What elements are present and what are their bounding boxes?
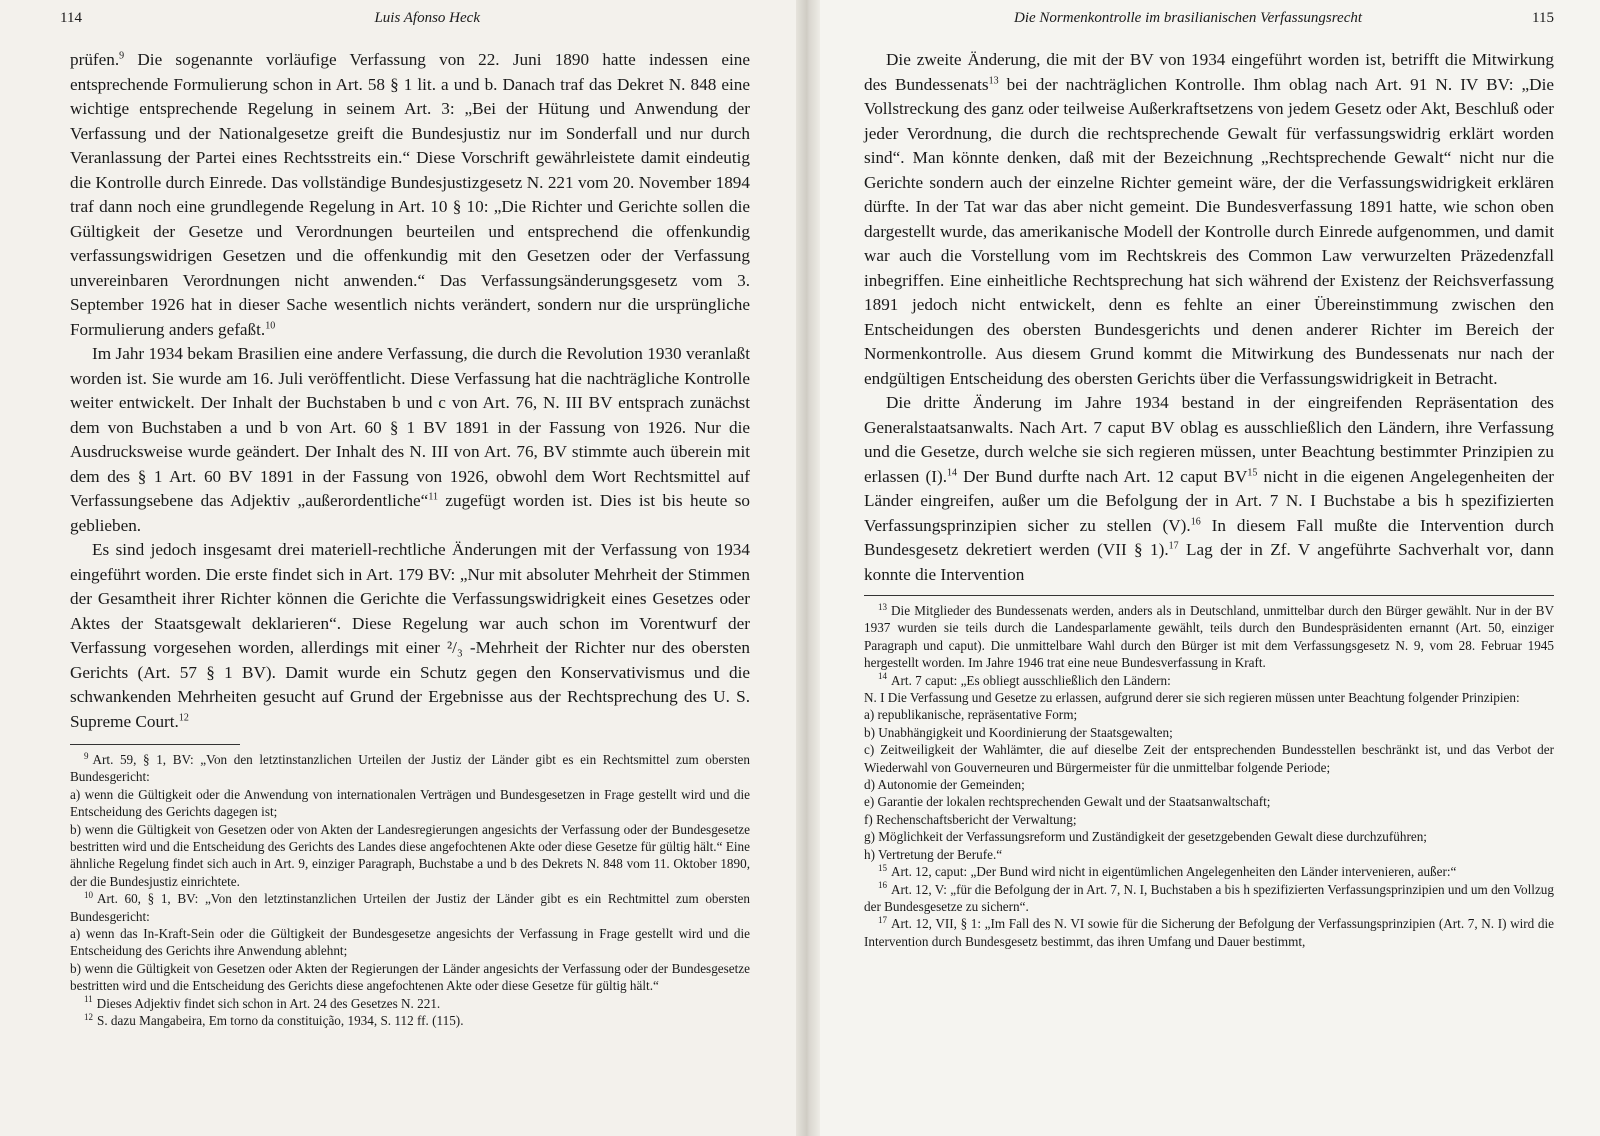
footnote-text: c) Zeitweiligkeit der Wahlämter, die auf dieselbe Zeit der entsprechenden Bundesstellen beschränkt ist, und das Verbot der Wiederwahl von Gouverneuren und Bürgermeister für die unmittelbar folgende Periode; [864, 742, 1554, 775]
footnote-number: 15 [878, 862, 887, 873]
text-run: Die zweite Änderung, die mit der BV von 1934 eingeführt worden ist, betrifft die Mitwirkung des Bundessenats [864, 50, 1554, 94]
running-head [60, 10, 750, 40]
footnote-text: h) Vertretung der Berufe.“ [864, 846, 1003, 862]
book-gutter [796, 0, 820, 1136]
footnote-text: N. I Die Verfassung und Gesetze zu erlassen, aufgrund derer sie sich regieren müssen unter Beachtung folgender Prinzipien: [864, 690, 1520, 706]
footnote [70, 890, 750, 925]
footnote-number: 14 [878, 671, 887, 682]
paragraph [864, 391, 1554, 587]
footnote [864, 724, 1554, 741]
footnote [864, 793, 1554, 810]
footnote-text: Art. 59, § 1, BV: „Von den letztinstanzlichen Urteilen der Justiz der Länder gibt es ein Rechtsmittel zum obersten Bundesgericht: [70, 752, 750, 785]
footnote-number: 12 [84, 1011, 93, 1022]
footnote [864, 828, 1554, 845]
footnote [864, 689, 1554, 706]
text-run: prüfen. [70, 50, 120, 69]
footnote-text: Art. 60, § 1, BV: „Von den letztinstanzlichen Urteilen der Justiz der Länder gibt es ein Rechtmittel zum obersten Bundesgericht: [70, 891, 750, 924]
footnote-text: Art. 12, caput: „Der Bund wird nicht in eigentümlichen Angelegenheiten den Länder intervenieren, außer:“ [891, 864, 1457, 880]
footnote [70, 960, 750, 995]
footnote-ref: 12 [178, 711, 189, 723]
page-number: 114 [60, 10, 82, 26]
footnote-ref: 14 [947, 466, 957, 478]
footnote-number: 11 [84, 994, 93, 1005]
footnote [70, 821, 750, 891]
body-text [864, 48, 1554, 587]
paragraph [864, 48, 1554, 391]
text-run: Der Bund durfte nach Art. 12 caput BV [957, 466, 1248, 486]
footnote-ref: 17 [1168, 540, 1179, 552]
right-page [800, 0, 1600, 1136]
footnote-ref: 15 [1247, 466, 1258, 478]
text-run: Im Jahr 1934 bekam Brasilien eine andere Verfassung, die durch die Revolution 1930 veranlaßt worden ist. Sie wurde am 16. Juli veröffentlicht. Diese Verfassung hat die nachträgliche Kontrolle weiter entwickelt. Der Inhalt der Buchstaben b und c von Art. 76, N. III BV entsprach zunächst dem von Buchstaben a und b von Art. 60 § 1 BV 1891 in der Fassung von 1926. Nur die Ausdrucksweise wurde geändert. Der Inhalt des N. III von Art. 76, BV stimmte auch überein mit dem des § 1 Art. 60 BV 1891 in der Fassung von 1926, obwohl dem Wort Rechtsmittel auf Verfassungsebene das Adjektiv „außerordentliche“ [70, 344, 750, 510]
footnote [70, 751, 750, 786]
footnote-ref: 16 [1190, 515, 1201, 527]
footnote-text: S. dazu Mangabeira, Em torno da constituição, 1934, S. 112 ff. (115). [97, 1013, 464, 1029]
text-run: In diesem Fall mußte die Intervention durch Bundesgesetz dekretiert werden (VII § 1). [864, 515, 1554, 559]
footnote [864, 846, 1554, 863]
footnote-text: g) Möglichkeit der Verfassungsreform und Zuständigkeit der gesetzgebenden Gewalt diese durchzuführen; [864, 829, 1427, 845]
footnote [864, 672, 1554, 689]
footnote [864, 915, 1554, 950]
text-run: Es sind jedoch insgesamt drei materiell-rechtliche Änderungen mit der Verfassung von 1934 eingeführt worden. Die erste findet sich in Art. 179 BV: „Nur mit absoluter Mehrheit der Stimmen der Gesamtheit ihrer Richter können die Gerichte die Verfassungswidrigkeit eines Gesetzes oder Aktes der Staatsgewalt deklarieren“. Diese Regelung war auch schon im Vorentwurf der Verfassung vorgesehen worden, allerdings mit einer ²/₃ -Mehrheit der Richter nur des obersten Gerichts (Art. 57 § 1 BV). Damit wurde ein Schutz gegen den Konservativismus und die schwankenden Mehrheiten gesucht auf Grund der Ergebnisse aus der Rechtsprechung des U. S. Supreme Court. [70, 540, 750, 731]
footnote-number: 9 [84, 750, 89, 761]
running-head-author: Luis Afonso Heck [374, 10, 480, 26]
footnotes [70, 751, 750, 1030]
footnote-number: 17 [878, 914, 887, 925]
footnote [864, 863, 1554, 880]
footnote [864, 741, 1554, 776]
footnote-ref: 10 [265, 319, 276, 331]
footnote-number: 10 [84, 889, 93, 900]
footnote-text: e) Garantie der lokalen rechtsprechenden Gewalt und der Staatsanwaltschaft; [864, 794, 1271, 810]
page-number: 115 [1532, 10, 1554, 26]
footnote-text: d) Autonomie der Gemeinden; [864, 777, 1025, 793]
footnote [864, 881, 1554, 916]
footnote [70, 995, 750, 1012]
footnote [70, 1012, 750, 1029]
footnote [864, 602, 1554, 672]
paragraph [70, 342, 750, 538]
footnote [70, 925, 750, 960]
text-run: bei der nachträglichen Kontrolle. Ihm oblag nach Art. 91 N. IV BV: „Die Vollstreckung des ganz oder teilweise Außerkraftsetzens von jedem Gesetz oder Akt, Beschluß oder jeder Verordnung, die durch die rechtsprechende Gewalt für verfassungswidrig erklärt worden sind“. Man könnte denken, daß mit der Bezeichnung „Rechtsprechende Gewalt“ nicht nur die Gerichte sondern auch der einzelne Richter gemeint wäre, der die Verfassungswidrigkeit erklären dürfte. In der Tat war das aber nicht gemeint. Die Bundesverfassung 1891 hatte, wie schon oben dargestellt wurde, das amerikanische Modell der Kontrolle durch Einrede aufgenommen, und damit war auch die Vorstellung vom im Rechtskreis des Common Law verwurzelten Präzedenzfall inbegriffen. Eine einheitliche Rechtsprechung hat sich während der Existenz der Reichsverfassung 1891 jedoch nicht entwickelt, denn es fehlte an einer Übereinstimmung zwischen den Entscheidungen des obersten Bundesgerichts und denen anderer Richter im Bereich der Normenkontrolle. Aus diesem Grund kommt die Mitwirkung des Bundessenats nur nach der endgültigen Entscheidung des obersten Gerichts über die Verfassungswidrigkeit in Betracht. [864, 74, 1554, 388]
footnote-text: a) wenn das In-Kraft-Sein oder die Gültigkeit der Bundesgesetze angesichts der Verfassung in Frage gestellt wird und die Entscheidung des Gerichts ihre Anwendung ablehnt; [70, 926, 750, 959]
footnote-text: Art. 7 caput: „Es obliegt ausschließlich den Ländern: [891, 672, 1171, 688]
footnote [864, 776, 1554, 793]
footnote [864, 811, 1554, 828]
footnote-text: a) wenn die Gültigkeit oder die Anwendung von internationalen Verträgen und Bundesgesetzen in Frage gestellt wird und die Entscheidung des Gerichts dagegen ist; [70, 786, 750, 820]
footnote-text: Dieses Adjektiv findet sich schon in Art. 24 des Gesetzes N. 221. [96, 995, 441, 1011]
text-run: nicht in die eigenen Angelegenheiten der Länder eingreifen, außer um die Befolgung der in Art. 7 N. I Buchstabe a bis h spezifizierten Verfassungsprinzipien sicher zu stellen (V). [864, 466, 1554, 535]
footnotes [864, 602, 1554, 950]
footnote-ref: 9 [119, 50, 125, 62]
footnote-text: b) wenn die Gültigkeit von Gesetzen oder von Akten der Landesregierungen angesichts der Verfassung oder der Bundesgesetze bestritten wird und die Entscheidung des Gerichts des Landes diese angefochtenen Akte oder diese Gesetze für gültig hält.“ Eine ähnliche Regelung findet sich auch in Art. 9, einziger Paragraph, Buchstabe a und b des Dekrets N. 848 vom 11. Oktober 1890, der die Bundesjustiz einrichtete. [70, 821, 750, 889]
footnote-text: Art. 12, VII, § 1: „Im Fall des N. VI sowie für die Sicherung der Befolgung der Verfassungsprinzipien (Art. 7, N. I) wird die Intervention durch Bundesgesetz bestimmt, das ihren Umfang und Dauer bestimmt, [864, 916, 1554, 949]
footnote-ref: 11 [428, 491, 438, 503]
footnote-rule [70, 744, 240, 745]
footnote-text: b) wenn die Gültigkeit von Gesetzen oder Akten der Regierungen der Länder angesichts der Verfassung oder der Bundesgesetze bestritten wird und die Entscheidung des Gerichts diese angefochtenen Akte oder diese Gesetze für gültig hält.“ [70, 960, 750, 994]
footnote-text: Art. 12, V: „für die Befolgung der in Art. 7, N. I, Buchstaben a bis h spezifizierten Verfassungsprinzipien und um den Vollzug der Bundesgesetze zu sichern“. [864, 881, 1554, 914]
footnote-rule [864, 595, 1554, 596]
footnote-text: b) Unabhängigkeit und Koordinierung der Staatsgewalten; [864, 724, 1173, 740]
text-run: Lag der in Zf. V angeführte Sachverhalt vor, dann konnte die Intervention [864, 540, 1554, 584]
body-text [70, 48, 750, 734]
footnote [864, 706, 1554, 723]
footnote-text: Die Mitglieder des Bundessenats werden, anders als in Deutschland, unmittelbar durch den Bürger gewählt. Nur in der BV 1937 wurden sie teils durch die Landesparlamente gewählt, teils durch den Bundespräsidenten ernannt (Art. 50, einziger Paragraph und caput). Die unmittelbare Wahl durch den Bürger ist mit dem Verfassungsgesetz N. 9, vom 28. Februar 1945 hergestellt worden. Im Jahre 1946 trat eine neue Bundesverfassung in Kraft. [864, 603, 1554, 671]
footnote-number: 16 [878, 880, 887, 891]
footnote-text: f) Rechenschaftsbericht der Verwaltung; [864, 811, 1077, 827]
text-run: zugefügt worden ist. Dies ist bis heute so geblieben. [70, 491, 750, 535]
paragraph [70, 48, 750, 342]
footnote-number: 13 [878, 601, 887, 612]
paragraph [70, 538, 750, 734]
running-head [864, 10, 1554, 40]
running-head-title: Die Normenkontrolle im brasilianischen Verfassungsrecht [1014, 10, 1363, 26]
text-run: Die sogenannte vorläufige Verfassung von 22. Juni 1890 hatte indessen eine entsprechende Formulierung schon in Art. 58 § 1 lit. a und b. Danach traf das Dekret N. 848 eine wichtige entsprechende Regelung in seinem Art. 3: „Bei der Hütung und Anwendung der Verfassung und der Nationalgesetze greift die Bundesjustiz nur im Sonderfall und nur durch Veranlassung der Partei eines Rechtsstreits ein.“ Diese Vorschrift gewährleistete damit eindeutig die Kontrolle durch Einrede. Das vollständige Bundesjustizgesetz N. 221 vom 20. November 1894 traf dann noch eine grundlegende Regelung in Art. 10 § 10: „Die Richter und Gerichte sollen die Gültigkeit der Gesetze und Verordnungen beurteilen und entsprechend die offenkundig verfassungswidrigen Gesetzen und die offenkundig mit den Gesetzen oder der Verfassung unvereinbaren Verordnungen nicht anwenden.“ Das Verfassungsänderungsgesetz vom 3. September 1926 hat in dieser Sache wesentlich nichts verändert, sondern nur die ursprüngliche Formulierung anders gefaßt. [70, 50, 750, 339]
footnote-text: a) republikanische, repräsentative Form; [864, 707, 1078, 723]
text-run: Die dritte Änderung im Jahre 1934 bestand in der eingreifenden Repräsentation des Generalstaatsanwalts. Nach Art. 7 caput BV oblag es ausschließlich den Ländern, ihre Verfassung und die Gesetze, durch welche sie sich regieren müssen, unter Beachtung bestimmter Prinzipien zu erlassen (I). [864, 393, 1554, 486]
footnote [70, 786, 750, 821]
footnote-ref: 13 [988, 74, 999, 86]
